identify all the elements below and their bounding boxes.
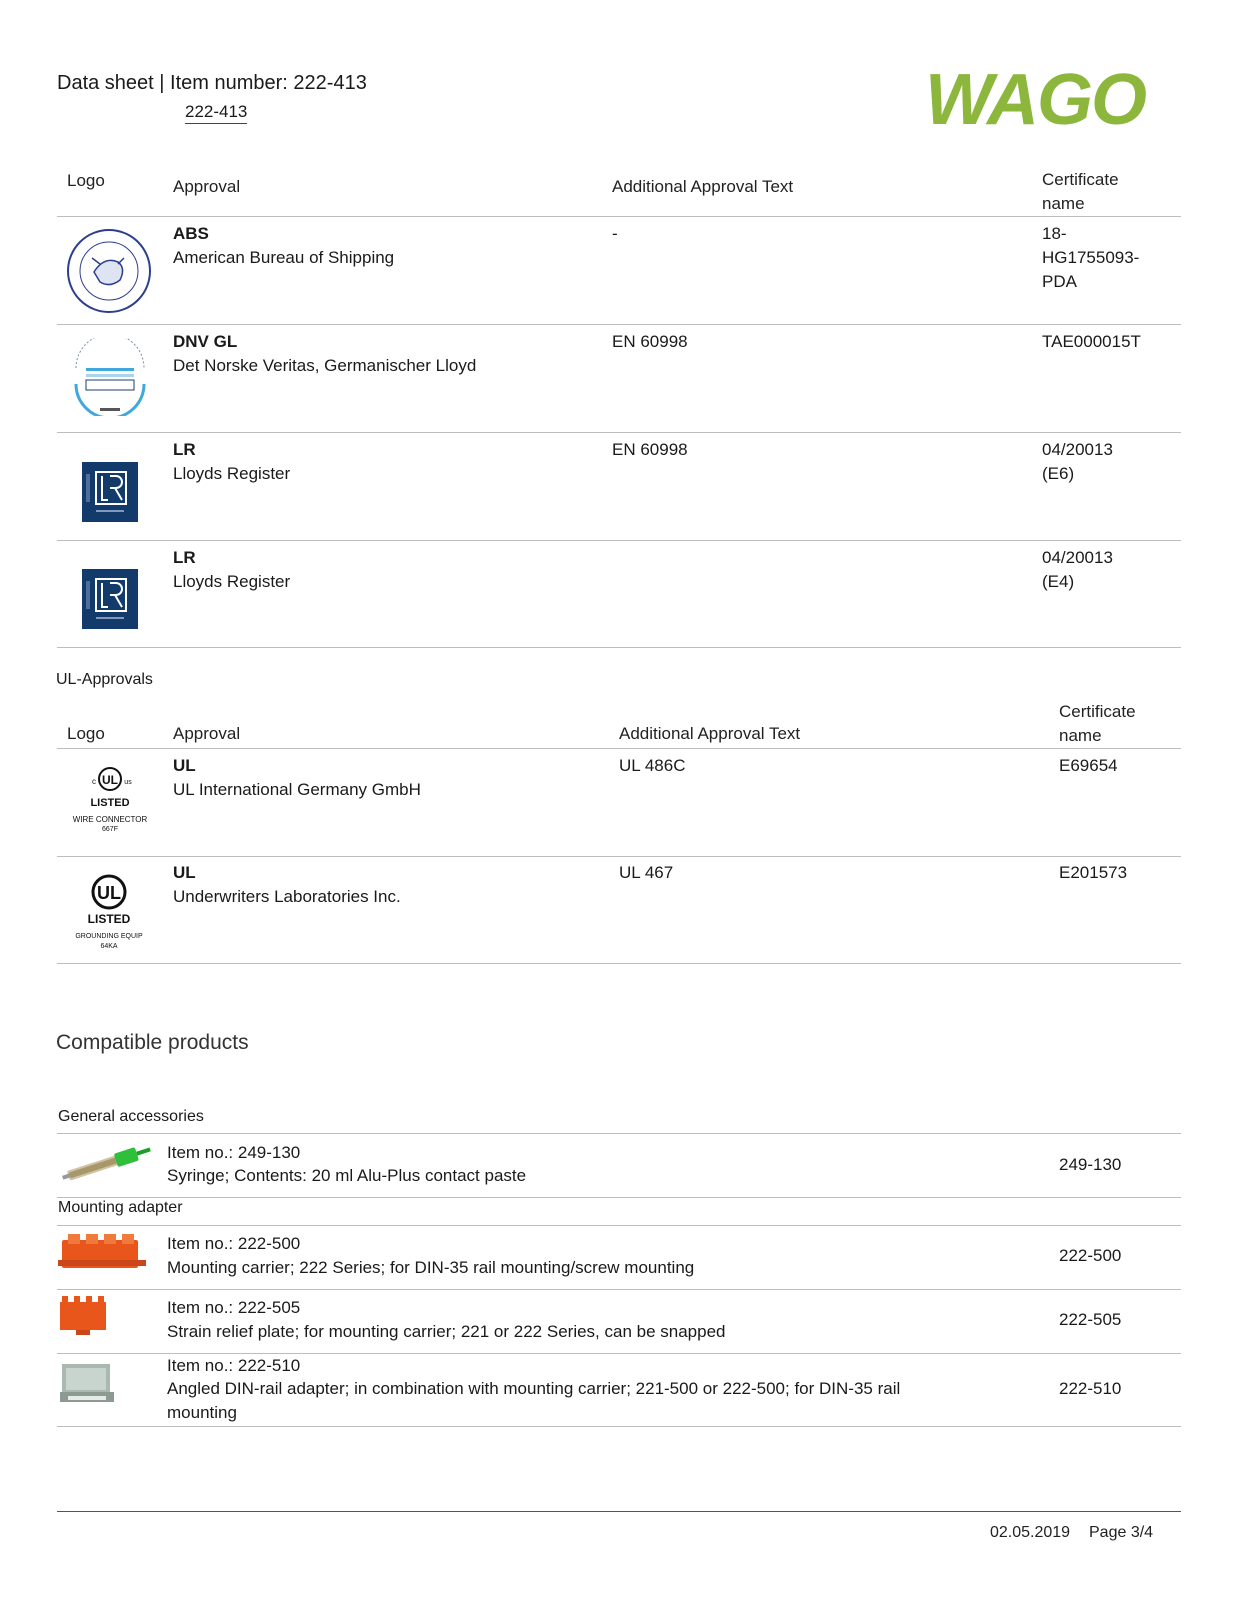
table-rule — [57, 216, 1181, 217]
product-code[interactable]: 222-505 — [1059, 1310, 1122, 1329]
table-rule — [57, 540, 1181, 541]
svg-text:UL: UL — [97, 883, 121, 903]
approval-full-name: American Bureau of Shipping — [173, 248, 395, 267]
table-rule — [57, 1225, 1181, 1226]
logo-listed-text: LISTED — [90, 797, 130, 809]
logo-caption-text: WIRE CONNECTOR — [72, 815, 148, 824]
approval-code: LR — [173, 440, 196, 459]
table-rule — [57, 1133, 1181, 1134]
certificate-name: 04/20013 (E4) — [1042, 548, 1113, 591]
wago-logo-text: WAGO — [925, 60, 1145, 140]
table-rule — [57, 963, 1181, 964]
mounting-carrier-image — [58, 1230, 146, 1274]
table-rule — [57, 1426, 1181, 1427]
additional-approval-text: - — [612, 224, 618, 243]
logo-listed-text: LISTED — [87, 912, 131, 926]
group-title-mounting-adapter: Mounting adapter — [58, 1199, 183, 1216]
ul-approvals-title: UL-Approvals — [56, 671, 153, 688]
ul-listed-grounding-logo — [70, 872, 150, 952]
product-description: Strain relief plate; for mounting carrier; 221 or 222 Series, can be snapped — [167, 1322, 726, 1341]
svg-text:c: c — [92, 777, 96, 786]
wago-logo — [925, 58, 1180, 144]
footer-rule — [57, 1511, 1181, 1512]
svg-text:UL: UL — [102, 773, 118, 787]
logo-code-text: 64KA — [100, 943, 118, 950]
product-code[interactable]: 222-510 — [1059, 1379, 1122, 1398]
additional-approval-text: EN 60998 — [612, 440, 688, 459]
additional-approval-text: UL 467 — [619, 863, 674, 882]
table-rule — [57, 748, 1181, 749]
additional-approval-text: EN 60998 — [612, 332, 688, 351]
col-certificate-header: Certificate name — [1059, 702, 1136, 745]
dnvgl-logo — [70, 338, 150, 416]
product-item-number[interactable]: Item no.: 222-500 — [167, 1234, 301, 1253]
certificate-name: E69654 — [1059, 756, 1118, 775]
strain-relief-plate-image — [58, 1294, 110, 1338]
product-code[interactable]: 249-130 — [1059, 1155, 1122, 1174]
certificate-name: 18- HG1755093- PDA — [1042, 224, 1140, 291]
certificate-name: 04/20013 (E6) — [1042, 440, 1113, 483]
col-logo-header: Logo — [67, 171, 105, 190]
col-approval-header: Approval — [173, 724, 241, 743]
table-rule — [57, 1197, 1181, 1198]
svg-text:us: us — [124, 779, 132, 786]
lr-logo — [82, 569, 138, 629]
logo-caption-text: GROUNDING EQUIP — [75, 933, 143, 940]
compatible-products-title: Compatible products — [56, 1031, 249, 1054]
footer-page-number: Page 3/4 — [1089, 1524, 1154, 1541]
item-number-link[interactable]: 222-413 — [185, 102, 247, 124]
product-item-number[interactable]: Item no.: 249-130 — [167, 1143, 301, 1162]
din-rail-adapter-image — [58, 1360, 116, 1406]
col-certificate-header: Certificate name — [1042, 170, 1119, 213]
additional-approval-text: UL 486C — [619, 756, 686, 775]
table-rule — [57, 647, 1181, 648]
col-additional-header: Additional Approval Text — [619, 724, 801, 743]
abs-logo — [66, 228, 152, 314]
page-title: Data sheet | Item number: 222-413 — [57, 72, 367, 94]
approval-full-name: Det Norske Veritas, Germanischer Lloyd — [173, 356, 477, 375]
logo-code-text: 667F — [102, 826, 118, 833]
table-rule — [57, 856, 1181, 857]
table-rule — [57, 432, 1181, 433]
product-description: Angled DIN-rail adapter; in combination with mounting carrier; 221-500 or 222-500; for DIN-35 rail mounting — [167, 1379, 901, 1422]
approval-full-name: UL International Germany GmbH — [173, 780, 421, 799]
approval-full-name: Lloyds Register — [173, 572, 291, 591]
approval-code: UL — [173, 756, 196, 775]
product-description: Syringe; Contents: 20 ml Alu-Plus contact paste — [167, 1166, 527, 1185]
syringe-product-image — [58, 1140, 158, 1184]
product-code[interactable]: 222-500 — [1059, 1246, 1122, 1265]
col-additional-header: Additional Approval Text — [612, 177, 794, 196]
product-item-number[interactable]: Item no.: 222-510 — [167, 1356, 301, 1375]
ul-listed-wire-connector-logo — [70, 764, 150, 838]
certificate-name: E201573 — [1059, 863, 1128, 882]
approval-code: LR — [173, 548, 196, 567]
approval-full-name: Underwriters Laboratories Inc. — [173, 887, 401, 906]
approval-code: UL — [173, 863, 196, 882]
col-logo-header: Logo — [67, 724, 105, 743]
footer-date: 02.05.2019 — [990, 1524, 1071, 1541]
group-title-general-accessories: General accessories — [58, 1108, 204, 1125]
certificate-name: TAE000015T — [1042, 332, 1141, 351]
col-approval-header: Approval — [173, 177, 241, 196]
table-rule — [57, 324, 1181, 325]
approval-code: DNV GL — [173, 332, 238, 351]
table-rule — [57, 1289, 1181, 1290]
product-item-number[interactable]: Item no.: 222-505 — [167, 1298, 301, 1317]
approval-full-name: Lloyds Register — [173, 464, 291, 483]
product-description: Mounting carrier; 222 Series; for DIN-35 rail mounting/screw mounting — [167, 1258, 695, 1277]
approval-code: ABS — [173, 224, 209, 243]
lr-logo — [82, 462, 138, 522]
